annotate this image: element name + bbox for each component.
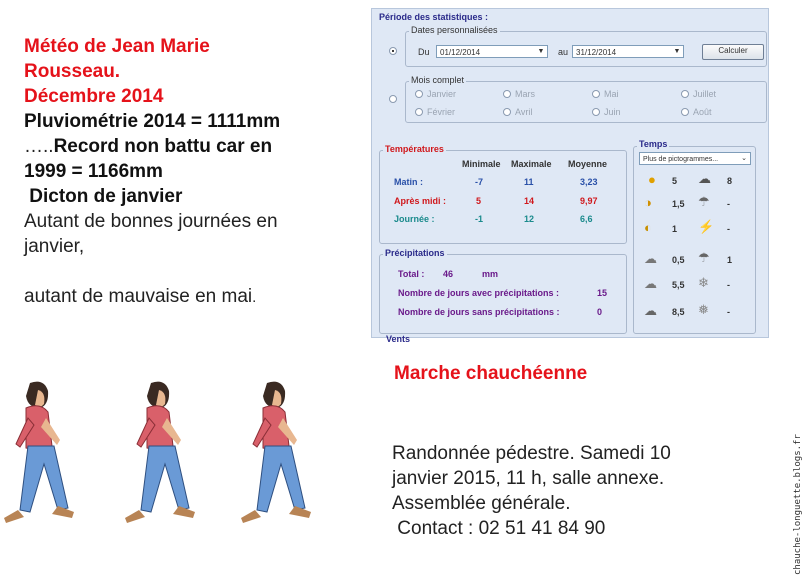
precip-total-value: 46 (443, 269, 454, 279)
precip-with-label: Nombre de jours avec précipitations : (398, 288, 560, 298)
heavy-cloud-value: 8,5 (672, 307, 685, 317)
month-label-mars: Mars (515, 89, 535, 99)
month-radio-fevrier[interactable] (415, 108, 423, 116)
from-label: Du (418, 47, 430, 57)
month-radio-janvier[interactable] (415, 90, 423, 98)
row-morning-label: Matin : (394, 177, 423, 187)
calculate-button[interactable]: Calculer (702, 44, 764, 60)
to-label: au (558, 47, 569, 57)
row-afternoon-max: 14 (524, 196, 535, 206)
row-afternoon-label: Après midi : (394, 196, 447, 206)
record-text: Record non battu car en (53, 136, 273, 157)
rain-cloud-icon: ☂ (698, 194, 710, 209)
statistics-panel (371, 8, 769, 344)
row-day-min: -1 (475, 214, 484, 224)
proverb-line-3-text: autant de mauvaise en mai (24, 286, 253, 307)
row-morning-avg: 3,23 (580, 177, 598, 187)
month-label-juin: Juin (604, 107, 621, 117)
blog-credit (783, 425, 803, 575)
from-date-value: 01/12/2014 (440, 48, 481, 57)
author-line-1: Météo de Jean Marie (24, 36, 210, 57)
march-title: Marche chauchéenne (394, 363, 588, 384)
header-avg: Moyenne (568, 159, 608, 169)
temperatures-legend: Températures (385, 144, 444, 154)
march-line-3: Assemblée générale. (392, 493, 571, 514)
storm-value: 8 (727, 176, 733, 186)
snow-icon: ❄ (698, 275, 709, 290)
author-line-2: Rousseau. (24, 61, 121, 82)
month-radio-mars[interactable] (503, 90, 511, 98)
month-radio-juin[interactable] (592, 108, 600, 116)
overcast-value: 5,5 (672, 280, 685, 290)
pictogram-select-value: Plus de pictogrammes... (643, 156, 719, 163)
snow-value: - (727, 280, 730, 290)
walking-woman-icon (0, 378, 92, 528)
month-label-fevrier: Février (427, 107, 456, 117)
heavy-cloud-icon: ☁ (644, 303, 657, 318)
cloudy-sun-icon: ☁ (644, 251, 657, 266)
partly-cloudy-icon: ◐ (644, 220, 652, 235)
chevron-down-icon[interactable]: ⌄ (741, 155, 747, 162)
custom-dates-legend: Dates personnalisées (411, 25, 498, 35)
partly-cloudy-value: 1 (672, 224, 678, 234)
record-value-line: 1999 = 1166mm (24, 161, 163, 182)
weather-legend: Temps (639, 139, 668, 149)
showers-value: 1 (727, 255, 733, 265)
walking-woman-icon (237, 378, 329, 528)
thunder-value: - (727, 224, 730, 234)
chevron-down-icon[interactable]: ▼ (537, 48, 545, 55)
header-max: Maximale (511, 159, 552, 169)
precip-without-value: 0 (597, 307, 603, 317)
proverb-line-3-period: . (252, 289, 257, 306)
walking-woman-icon (121, 378, 213, 528)
proverb-line-3 (24, 284, 364, 310)
month-radio-juillet[interactable] (681, 90, 689, 98)
month-radio-mai[interactable] (592, 90, 600, 98)
month-label-aout: Août (693, 107, 712, 117)
precip-without-label: Nombre de jours sans précipitations : (398, 307, 560, 317)
month-label-avril: Avril (515, 107, 533, 117)
record-dots: ….. (24, 136, 54, 157)
month-radio-avril[interactable] (503, 108, 511, 116)
full-month-radio[interactable] (389, 95, 397, 103)
record-line (24, 134, 364, 159)
proverb-title: Dicton de janvier (24, 186, 183, 207)
month-label-mai: Mai (604, 89, 619, 99)
precip-with-value: 15 (597, 288, 608, 298)
sun-icon: ● (648, 172, 656, 187)
row-afternoon-avg: 9,97 (580, 196, 598, 206)
full-month-group (405, 81, 767, 123)
header-min: Minimale (462, 159, 501, 169)
march-contact: Contact : 02 51 41 84 90 (392, 518, 606, 539)
sun-cloud-icon: ◑ (644, 195, 652, 210)
winds-legend-partial: Vents (386, 334, 411, 344)
blog-credit-text: chauche-longuette.blogs.fr (793, 434, 803, 575)
march-details (392, 441, 752, 541)
proverb-line-1: Autant de bonnes journées en (24, 211, 278, 232)
to-date-field[interactable] (572, 45, 684, 58)
overcast-icon: ☁ (644, 276, 657, 291)
cloudy-sun-value: 0,5 (672, 255, 685, 265)
rainfall-line: Pluviométrie 2014 = 1111mm (24, 111, 281, 132)
month-title: Décembre 2014 (24, 86, 164, 107)
pictogram-select[interactable] (639, 152, 751, 165)
sun-cloud-value: 1,5 (672, 199, 685, 209)
month-radio-aout[interactable] (681, 108, 689, 116)
thunder-icon: ⚡ (698, 219, 715, 234)
row-morning-max: 11 (524, 177, 534, 187)
to-date-value: 31/12/2014 (576, 48, 617, 57)
rain-cloud-value: - (727, 199, 730, 209)
showers-icon: ☂ (698, 250, 710, 265)
row-day-avg: 6,6 (580, 214, 593, 224)
row-day-max: 12 (524, 214, 535, 224)
row-day-label: Journée : (394, 214, 435, 224)
precip-total-label: Total : (398, 269, 425, 279)
row-afternoon-min: 5 (476, 196, 482, 206)
sun-value: 5 (672, 176, 678, 186)
custom-dates-radio[interactable] (389, 47, 397, 55)
spacer (24, 259, 364, 284)
from-date-field[interactable] (436, 45, 548, 58)
hail-value: - (727, 307, 730, 317)
month-label-janvier: Janvier (427, 89, 457, 99)
proverb-line-2: janvier, (24, 236, 85, 257)
chevron-down-icon[interactable]: ▼ (673, 48, 681, 55)
storm-cloud-icon: ☁ (698, 171, 711, 186)
weather-summary (24, 34, 364, 310)
precipitation-legend: Précipitations (385, 248, 445, 258)
month-label-juillet: Juillet (693, 89, 717, 99)
precip-total-unit: mm (482, 269, 499, 279)
march-line-1: Randonnée pédestre. Samedi 10 (392, 443, 671, 464)
full-month-legend: Mois complet (411, 75, 465, 85)
row-morning-min: -7 (475, 177, 484, 187)
hail-icon: ❅ (698, 302, 709, 317)
march-line-2: janvier 2015, 11 h, salle annexe. (392, 468, 665, 489)
period-title: Période des statistiques : (379, 12, 489, 22)
